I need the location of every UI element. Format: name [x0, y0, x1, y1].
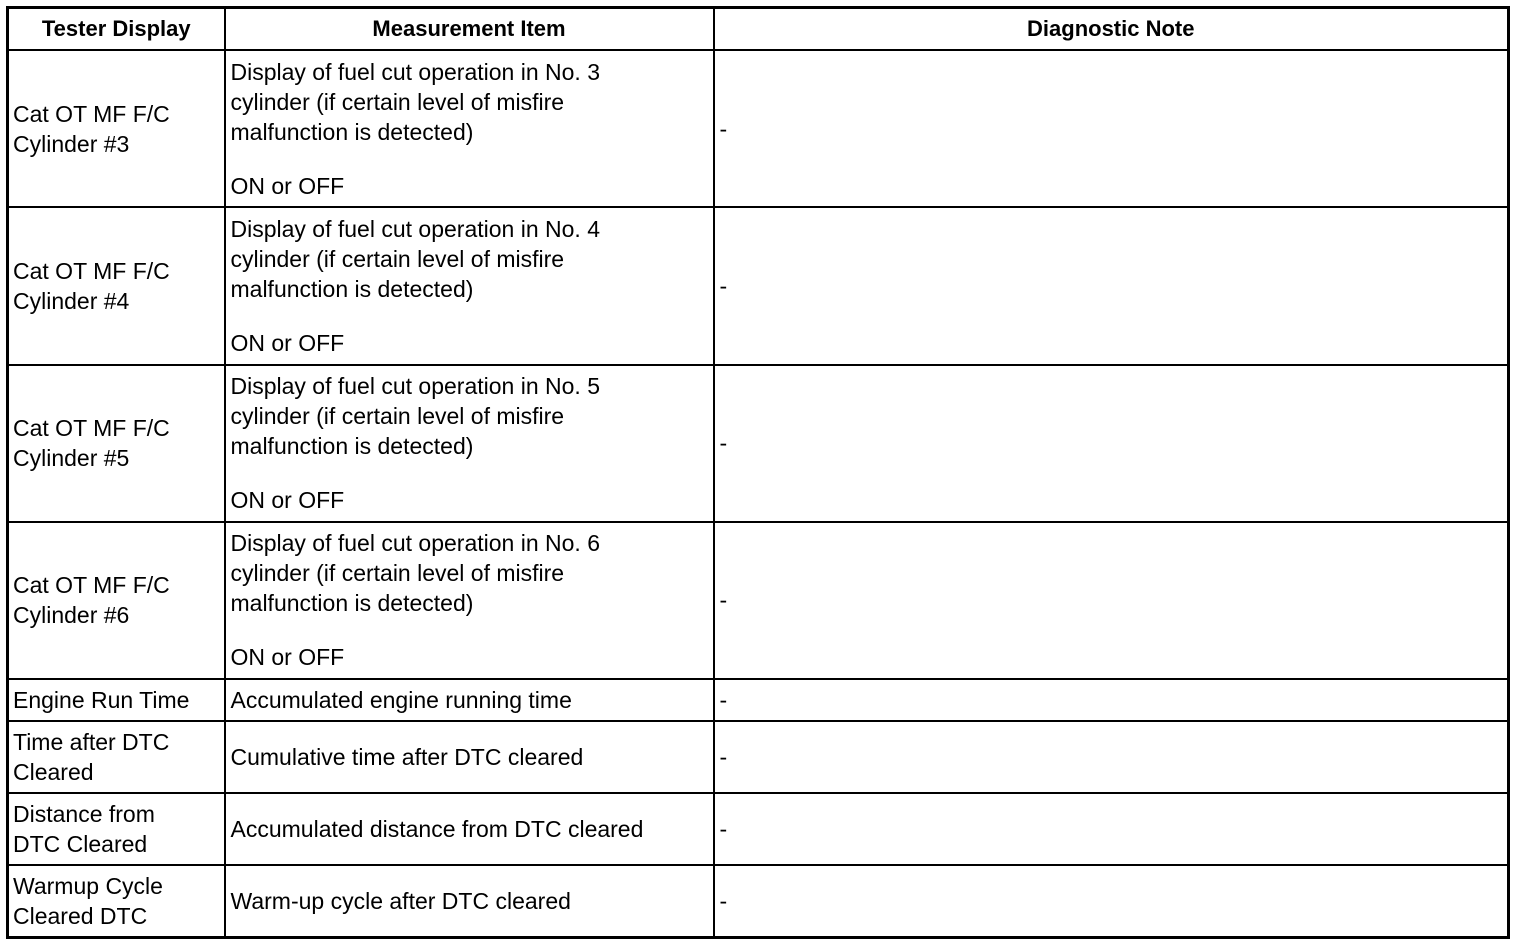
- measurement-line: malfunction is detected): [230, 433, 474, 460]
- tester-display-cell: [8, 679, 225, 721]
- measurement-line: Display of fuel cut operation in No. 3: [230, 58, 600, 85]
- measurement-line: Display of fuel cut operation in No. 4: [230, 215, 600, 242]
- tester-display-line: Cylinder #5: [13, 445, 130, 472]
- diagnostic-note-cell: -: [714, 865, 1509, 937]
- diagnostic-note-cell: -: [714, 721, 1509, 793]
- tester-display-cell: [8, 865, 225, 937]
- measurement-item-cell: [225, 50, 714, 207]
- measurement-item-cell: [225, 865, 714, 937]
- measurement-range: ON or OFF: [230, 487, 345, 514]
- diagnostic-note-cell: -: [714, 679, 1509, 721]
- header-diagnostic-note: Diagnostic Note: [714, 8, 1509, 51]
- tester-display-line: Cat OT MF F/C: [13, 257, 170, 284]
- measurement-item-cell: [225, 365, 714, 522]
- measurement-line: Accumulated engine running time: [230, 687, 572, 714]
- tester-display-line: Cat OT MF F/C: [13, 100, 170, 127]
- measurement-range: ON or OFF: [230, 329, 345, 356]
- header-tester-display: Tester Display: [8, 8, 225, 51]
- diagnostic-note-cell: -: [714, 522, 1509, 679]
- spacer: [231, 304, 709, 328]
- table-row: [8, 365, 1509, 522]
- tester-display-line: Time after DTC: [13, 729, 170, 756]
- tester-display-line: Cylinder #3: [13, 130, 130, 157]
- tester-display-line: Cat OT MF F/C: [13, 415, 170, 442]
- tester-display-line: Warmup Cycle: [13, 873, 163, 900]
- measurement-item-cell: [225, 721, 714, 793]
- measurement-line: cylinder (if certain level of misfire: [230, 88, 565, 115]
- tester-display-cell: [8, 50, 225, 207]
- measurement-range: ON or OFF: [230, 644, 345, 671]
- tester-display-cell: [8, 207, 225, 364]
- measurement-line: cylinder (if certain level of misfire: [230, 245, 565, 272]
- measurement-range: ON or OFF: [230, 172, 345, 199]
- table-row: [8, 721, 1509, 793]
- table-row: [8, 865, 1509, 937]
- table-row: [8, 207, 1509, 364]
- diagnostic-note-cell: -: [714, 365, 1509, 522]
- table-row: [8, 793, 1509, 865]
- tester-display-line: Distance from: [13, 801, 155, 828]
- tester-display-cell: [8, 793, 225, 865]
- tester-display-line: Cleared DTC: [13, 903, 148, 930]
- diagnostic-data-table: [6, 6, 1510, 939]
- spacer: [231, 618, 709, 642]
- table-row: [8, 679, 1509, 721]
- measurement-line: Cumulative time after DTC cleared: [230, 744, 584, 771]
- tester-display-line: DTC Cleared: [13, 831, 148, 858]
- spacer: [231, 461, 709, 485]
- measurement-item-cell: [225, 679, 714, 721]
- measurement-line: malfunction is detected): [230, 275, 474, 302]
- tester-display-line: Cleared: [13, 759, 94, 786]
- measurement-line: Warm-up cycle after DTC cleared: [230, 888, 571, 915]
- measurement-item-cell: [225, 793, 714, 865]
- measurement-line: Accumulated distance from DTC cleared: [230, 816, 644, 843]
- measurement-item-cell: [225, 207, 714, 364]
- spacer: [231, 147, 709, 171]
- diagnostic-note-cell: -: [714, 207, 1509, 364]
- diagnostic-note-cell: -: [714, 50, 1509, 207]
- table-row: [8, 522, 1509, 679]
- tester-display-cell: [8, 721, 225, 793]
- tester-display-line: Cylinder #4: [13, 287, 130, 314]
- measurement-line: Display of fuel cut operation in No. 5: [230, 373, 600, 400]
- measurement-line: malfunction is detected): [230, 590, 474, 617]
- table-row: [8, 50, 1509, 207]
- tester-display-line: Engine Run Time: [13, 687, 190, 714]
- measurement-item-cell: [225, 522, 714, 679]
- tester-display-cell: [8, 365, 225, 522]
- tester-display-cell: [8, 522, 225, 679]
- tester-display-line: Cylinder #6: [13, 602, 130, 629]
- diagnostic-note-cell: -: [714, 793, 1509, 865]
- tester-display-line: Cat OT MF F/C: [13, 572, 170, 599]
- measurement-line: malfunction is detected): [230, 118, 474, 145]
- measurement-line: cylinder (if certain level of misfire: [230, 560, 565, 587]
- measurement-line: Display of fuel cut operation in No. 6: [230, 530, 600, 557]
- measurement-line: cylinder (if certain level of misfire: [230, 403, 565, 430]
- header-row: [8, 8, 1509, 51]
- header-measurement-item: Measurement Item: [225, 8, 714, 51]
